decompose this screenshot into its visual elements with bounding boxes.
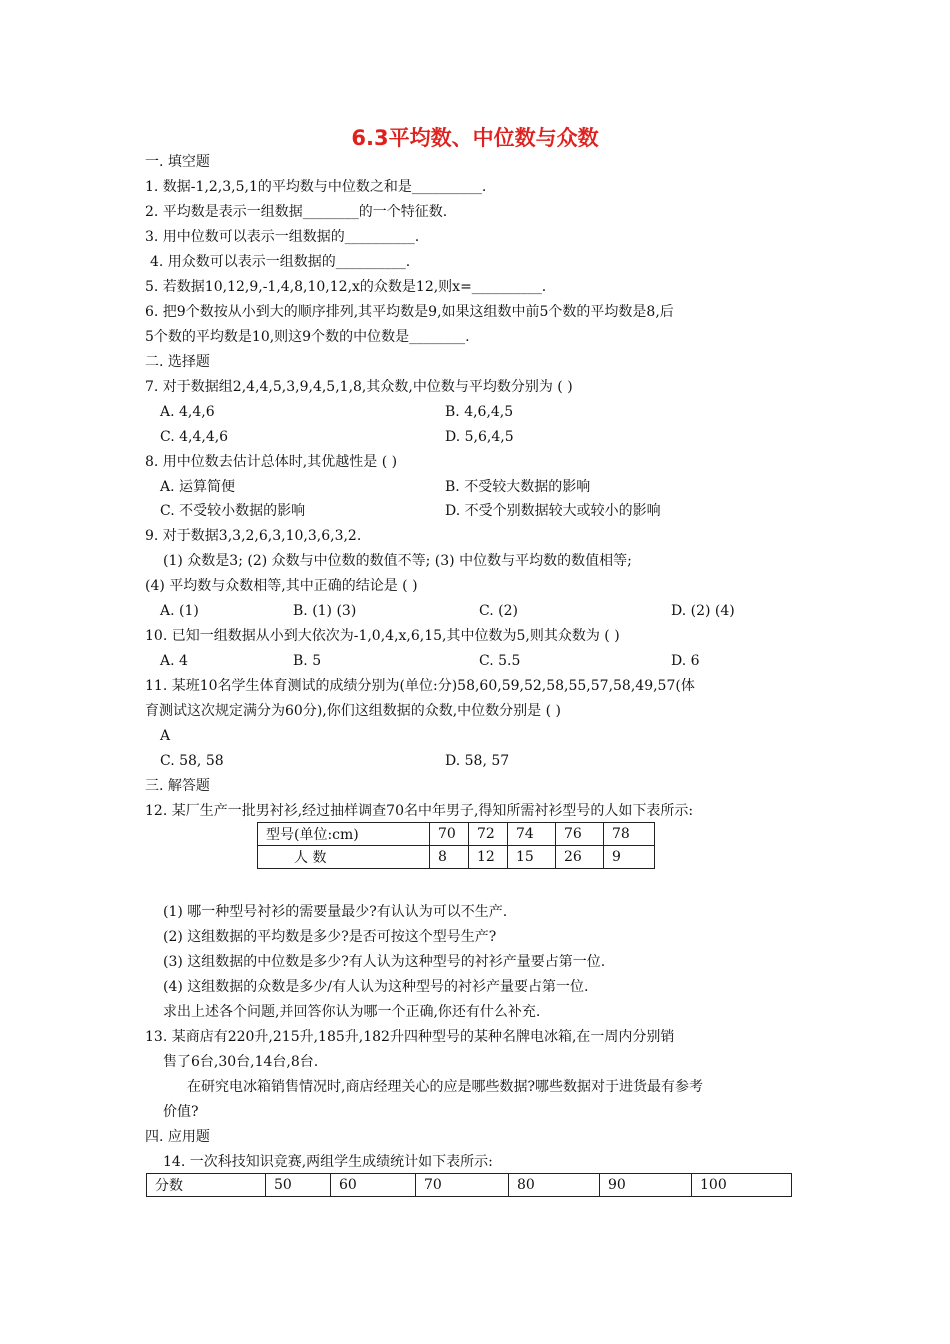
q11-option-c: C. 58, 58	[160, 753, 224, 769]
question-7: 7. 对于数据组2,4,4,5,3,9,4,5,1,8,其众数,中位数与平均数分别为 ( )	[145, 379, 573, 395]
q10-option-c: C. 5.5	[479, 653, 521, 669]
table-cell: 70	[416, 1174, 509, 1197]
table-row	[258, 846, 655, 869]
table-cell: 型号(单位:cm)	[258, 823, 430, 846]
table-cell: 80	[509, 1174, 600, 1197]
question-8: 8. 用中位数去估计总体时,其优越性是 ( )	[145, 454, 398, 470]
q10-option-d: D. 6	[671, 653, 700, 669]
q9-option-a: A. (1)	[160, 603, 199, 619]
section-heading-fill-in: 一. 填空题	[145, 154, 210, 170]
table-cell: 8	[430, 846, 469, 869]
section-heading-solve: 三. 解答题	[145, 778, 210, 794]
table-cell: 60	[331, 1174, 416, 1197]
q8-option-b: B. 不受较大数据的影响	[445, 479, 591, 495]
question-13-line-4: 价值?	[163, 1104, 199, 1120]
question-2: 2. 平均数是表示一组数据________的一个特征数.	[145, 204, 448, 220]
question-3: 3. 用中位数可以表示一组数据的__________.	[145, 229, 420, 245]
table-cell: 100	[692, 1174, 792, 1197]
q8-option-c: C. 不受较小数据的影响	[160, 503, 306, 519]
question-12-sub-4: (4) 这组数据的众数是多少/有人认为这种型号的衬衫产量要占第一位.	[163, 979, 589, 995]
q10-option-b: B. 5	[293, 653, 322, 669]
table-cell: 人 数	[258, 846, 430, 869]
question-6-line-2: 5个数的平均数是10,则这9个数的中位数是________.	[145, 329, 470, 345]
q8-option-d: D. 不受个别数据较大或较小的影响	[445, 503, 661, 519]
question-9-line-1: 9. 对于数据3,3,2,6,3,10,3,6,3,2.	[145, 528, 362, 544]
table-cell: 50	[266, 1174, 331, 1197]
page-title: 6.3平均数、中位数与众数	[351, 126, 599, 150]
table-cell: 分数	[147, 1174, 266, 1197]
question-10: 10. 已知一组数据从小到大依次为-1,0,4,x,6,15,其中位数为5,则其众数为 ( )	[145, 628, 620, 644]
q10-option-a: A. 4	[160, 653, 188, 669]
q11-option-d: D. 58, 57	[445, 753, 510, 769]
question-12-sub-3: (3) 这组数据的中位数是多少?有人认为这种型号的衬衫产量要占第一位.	[163, 954, 606, 970]
question-1: 1. 数据-1,2,3,5,1的平均数与中位数之和是__________.	[145, 179, 487, 195]
question-6-line-1: 6. 把9个数按从小到大的顺序排列,其平均数是9,如果这组数中前5个数的平均数是8,后	[145, 304, 674, 320]
table-cell: 9	[604, 846, 655, 869]
question-13-line-2: 售了6台,30台,14台,8台.	[163, 1054, 319, 1070]
question-14: 14. 一次科技知识竞赛,两组学生成绩统计如下表所示:	[163, 1154, 493, 1170]
score-table	[146, 1173, 792, 1197]
question-12: 12. 某厂生产一批男衬衫,经过抽样调查70名中年男子,得知所需衬衫型号的人如下表所示:	[145, 803, 694, 819]
question-11-line-2: 育测试这次规定满分为60分),你们这组数据的众数,中位数分别是 ( )	[145, 703, 561, 719]
question-9-line-3: (4) 平均数与众数相等,其中正确的结论是 ( )	[145, 578, 418, 594]
section-heading-choice: 二. 选择题	[145, 354, 210, 370]
q9-option-c: C. (2)	[479, 603, 518, 619]
table-cell: 72	[469, 823, 508, 846]
table-cell: 70	[430, 823, 469, 846]
table-row	[147, 1174, 792, 1197]
q7-option-b: B. 4,6,4,5	[445, 404, 514, 420]
q9-option-b: B. (1) (3)	[293, 603, 357, 619]
question-9-line-2: (1) 众数是3; (2) 众数与中位数的数值不等; (3) 中位数与平均数的数值相等;	[163, 553, 632, 569]
shirt-size-table	[257, 822, 655, 869]
question-5: 5. 若数据10,12,9,-1,4,8,10,12,x的众数是12,则x=__________.	[145, 279, 547, 295]
question-4: 4. 用众数可以表示一组数据的__________.	[150, 254, 411, 270]
question-12-sub-2: (2) 这组数据的平均数是多少?是否可按这个型号生产?	[163, 929, 497, 945]
q9-option-d: D. (2) (4)	[671, 603, 735, 619]
q11-option-a: A	[160, 728, 171, 744]
q7-option-c: C. 4,4,4,6	[160, 429, 229, 445]
question-13-line-1: 13. 某商店有220升,215升,185升,182升四种型号的某种名牌电冰箱,在一周内分别销	[145, 1029, 675, 1045]
table-cell: 26	[556, 846, 604, 869]
q7-option-a: A. 4,4,6	[160, 404, 215, 420]
table-row	[258, 823, 655, 846]
table-cell: 76	[556, 823, 604, 846]
question-12-instruction: 求出上述各个问题,并回答你认为哪一个正确,你还有什么补充.	[163, 1004, 541, 1020]
question-13-line-3: 在研究电冰箱销售情况时,商店经理关心的应是哪些数据?哪些数据对于进货最有参考	[187, 1079, 703, 1095]
table-cell: 90	[600, 1174, 692, 1197]
q7-option-d: D. 5,6,4,5	[445, 429, 514, 445]
table-cell: 12	[469, 846, 508, 869]
section-heading-application: 四. 应用题	[145, 1129, 210, 1145]
table-cell: 15	[508, 846, 556, 869]
table-cell: 78	[604, 823, 655, 846]
question-11-line-1: 11. 某班10名学生体育测试的成绩分别为(单位:分)58,60,59,52,58,55,57,58,49,57(体	[145, 678, 695, 694]
question-12-sub-1: (1) 哪一种型号衬衫的需要量最少?有认认为可以不生产.	[163, 904, 508, 920]
q8-option-a: A. 运算简便	[160, 479, 236, 495]
table-cell: 74	[508, 823, 556, 846]
